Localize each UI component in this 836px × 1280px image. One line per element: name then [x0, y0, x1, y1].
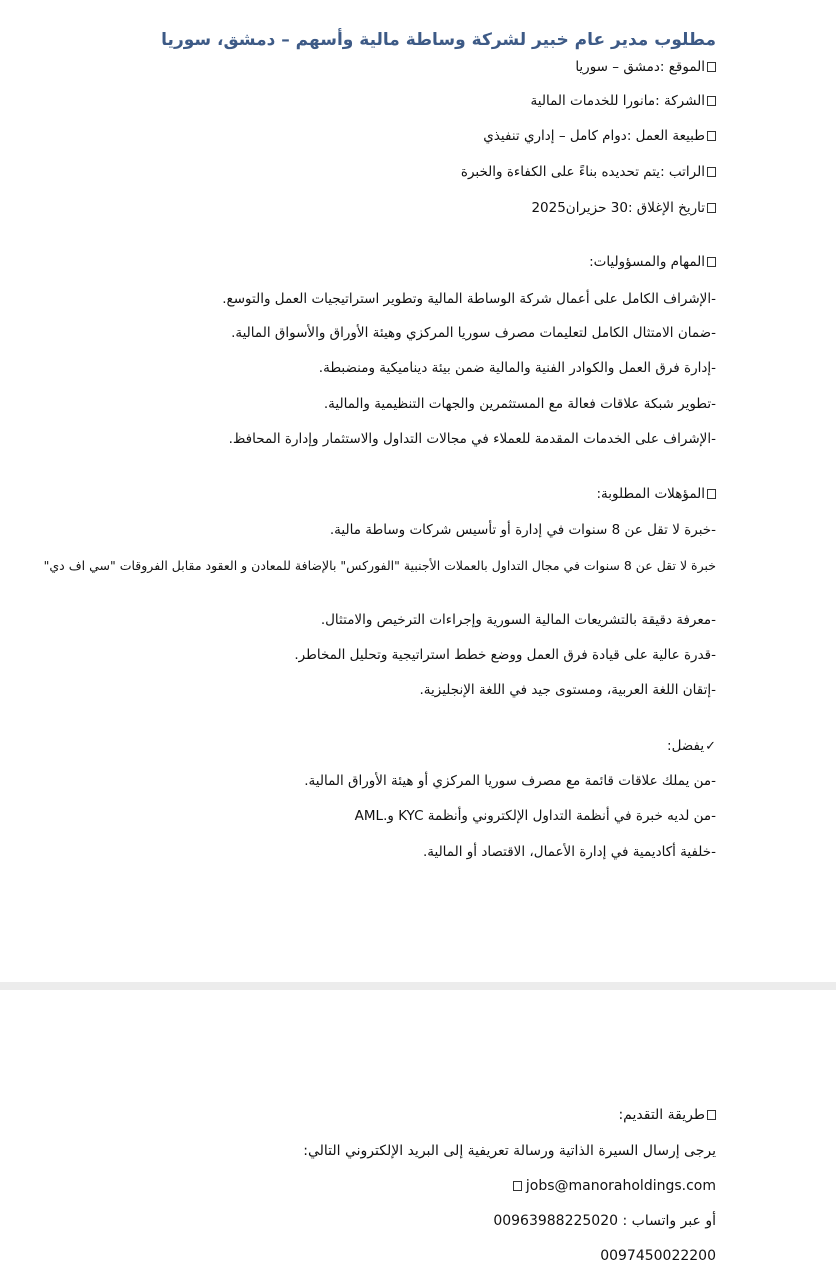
detail-company: الشركة :مانورا للخدمات المالية [531, 92, 716, 110]
checkbox-icon [513, 1181, 522, 1191]
list-item: -إتقان اللغة العربية، ومستوى جيد في اللغة الإنجليزية. [419, 682, 716, 698]
detail-closing-date: تاريخ الإغلاق :30 حزيران2025 [531, 199, 716, 217]
checkbox-icon [707, 257, 716, 267]
checkbox-icon [707, 1110, 716, 1120]
detail-work-type: طبيعة العمل :دوام كامل – إداري تنفيذي [483, 127, 716, 145]
checkbox-icon [707, 167, 716, 177]
list-item: -ضمان الامتثال الكامل لتعليمات مصرف سوريا المركزي وهيئة الأوراق والأسواق المالية. [231, 325, 716, 341]
preferred-heading: ✓يفضل: [667, 738, 716, 754]
page-divider [0, 982, 836, 990]
email-line [513, 1177, 716, 1195]
list-item: -الإشراف الكامل على أعمال شركة الوساطة المالية وتطوير استراتيجيات العمل والتوسع. [222, 291, 716, 307]
phone-number[interactable]: 00963988225020 [493, 1213, 619, 1229]
list-item: -من يملك علاقات قائمة مع مصرف سوريا المركزي أو هيئة الأوراق المالية. [304, 773, 716, 789]
page-two [0, 990, 836, 1280]
whatsapp-line: أو عبر واتساب : 00963988225020 [493, 1213, 716, 1229]
check-mark-icon: ✓ [705, 739, 716, 754]
page-title: مطلوب مدير عام خبير لشركة وساطة مالية وأسهم – دمشق، سوريا [161, 30, 716, 50]
list-item: -إدارة فرق العمل والكوادر الفنية والمالية ضمن بيئة ديناميكية ومنضبطة. [318, 360, 716, 376]
phone-line [600, 1247, 716, 1265]
list-item: -خلفية أكاديمية في إدارة الأعمال، الاقتصاد أو المالية. [422, 844, 716, 860]
apply-instruction: يرجى إرسال السيرة الذاتية ورسالة تعريفية إلى البريد الإلكتروني التالي: [303, 1143, 716, 1159]
list-item: -الإشراف على الخدمات المقدمة للعملاء في مجالات التداول والاستثمار وإدارة المحافظ. [228, 431, 716, 447]
checkbox-icon [707, 203, 716, 213]
list-item: -خبرة لا تقل عن 8 سنوات في إدارة أو تأسيس شركات وساطة مالية. [329, 522, 716, 538]
checkbox-icon [707, 96, 716, 106]
list-item: -من لديه خبرة في أنظمة التداول الإلكتروني وأنظمة KYC و.AML [354, 808, 716, 824]
list-item: -قدرة عالية على قيادة فرق العمل ووضع خطط استراتيجية وتحليل المخاطر. [294, 647, 716, 663]
list-item: -تطوير شبكة علاقات فعالة مع المستثمرين والجهات التنظيمية والمالية. [323, 396, 716, 412]
list-item: -معرفة دقيقة بالتشريعات المالية السورية وإجراءات الترخيص والامتثال. [320, 612, 716, 628]
phone-number[interactable]: 0097450022200 [600, 1248, 716, 1264]
checkbox-icon [707, 62, 716, 72]
list-item: خبرة لا تقل عن 8 سنوات في مجال التداول بالعملات الأجنبية "الفوركس" بالإضافة للمعادن و العقود مقابل الفروقات "سي اف دي" [43, 558, 716, 573]
detail-salary: الراتب :يتم تحديده بناءً على الكفاءة والخبرة [461, 163, 716, 181]
apply-heading: طريقة التقديم: [618, 1106, 716, 1124]
checkbox-icon [707, 131, 716, 141]
qualifications-heading: المؤهلات المطلوبة: [596, 485, 716, 503]
checkbox-icon [707, 489, 716, 499]
responsibilities-heading: المهام والمسؤوليات: [589, 253, 716, 271]
detail-location: الموقع :دمشق – سوريا [575, 58, 716, 76]
email-link[interactable]: jobs@manoraholdings.com [513, 1178, 716, 1194]
